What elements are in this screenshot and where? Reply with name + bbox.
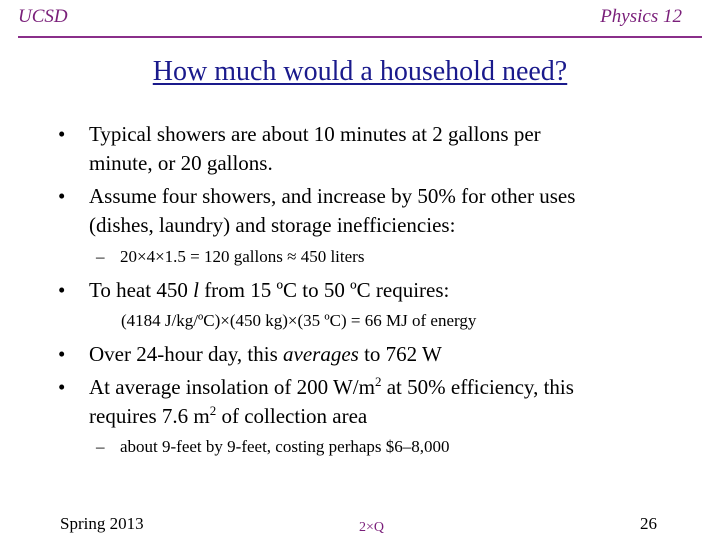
dash-icon: – — [96, 247, 105, 266]
text-segment: At average insolation of 200 W/m — [89, 375, 375, 399]
bullet-line: minute, or 20 gallons. — [89, 151, 273, 175]
bullet-line — [58, 276, 658, 305]
text-segment: Over 24-hour day, this — [89, 342, 284, 366]
bullet-line: (dishes, laundry) and storage inefficiencies: — [89, 213, 456, 237]
footer-section: 2×Q — [359, 520, 385, 535]
sub-bullet-calculation — [96, 246, 676, 268]
superscript: 2 — [209, 403, 217, 418]
bullet-shower-usage — [58, 120, 658, 178]
emphasis-text: l — [193, 278, 199, 302]
superscript: 2 — [374, 374, 382, 389]
header-divider — [18, 36, 702, 38]
text-segment: To heat 450 — [89, 278, 194, 302]
text-segment: requires 7.6 m — [89, 404, 210, 428]
bullet-line — [58, 373, 658, 402]
header-course: UCSD — [18, 6, 68, 27]
slide-title: How much would a household need? — [152, 56, 568, 87]
bullet-insolation — [58, 373, 658, 431]
header-subject: Physics 12 — [600, 6, 682, 27]
text-segment: from 15 ºC to 50 ºC requires: — [198, 278, 450, 302]
footer-term: Spring 2013 — [60, 514, 144, 533]
emphasis-text: averages — [283, 342, 359, 366]
energy-calculation: (4184 J/kg/ºC)×(450 kg)×(35 ºC) = 66 MJ of energy — [121, 311, 477, 330]
bullet-icon: • — [58, 342, 66, 366]
bullet-heating — [58, 276, 658, 305]
bullet-line — [58, 340, 658, 369]
sub-bullet-text: 20×4×1.5 = 120 gallons ≈ 450 liters — [120, 247, 365, 266]
text-segment: of collection area — [216, 404, 368, 428]
bullet-icon: • — [58, 184, 66, 208]
bullet-line — [58, 402, 658, 431]
bullet-icon: • — [58, 375, 66, 399]
text-segment: at 50% efficiency, this — [381, 375, 574, 399]
sub-bullet-text: about 9-feet by 9-feet, costing perhaps $6–8,000 — [120, 437, 450, 456]
bullet-icon: • — [58, 278, 66, 302]
bullet-icon: • — [58, 122, 66, 146]
text-segment: to 762 W — [358, 342, 442, 366]
bullet-assumptions — [58, 182, 658, 240]
sub-bullet-area — [96, 436, 676, 458]
dash-icon: – — [96, 437, 105, 456]
slide-number: 26 — [640, 514, 657, 533]
bullet-line: Assume four showers, and increase by 50% for other uses — [89, 184, 576, 208]
bullet-line: Typical showers are about 10 minutes at 2 gallons per — [89, 122, 541, 146]
bullet-average-power — [58, 340, 658, 369]
